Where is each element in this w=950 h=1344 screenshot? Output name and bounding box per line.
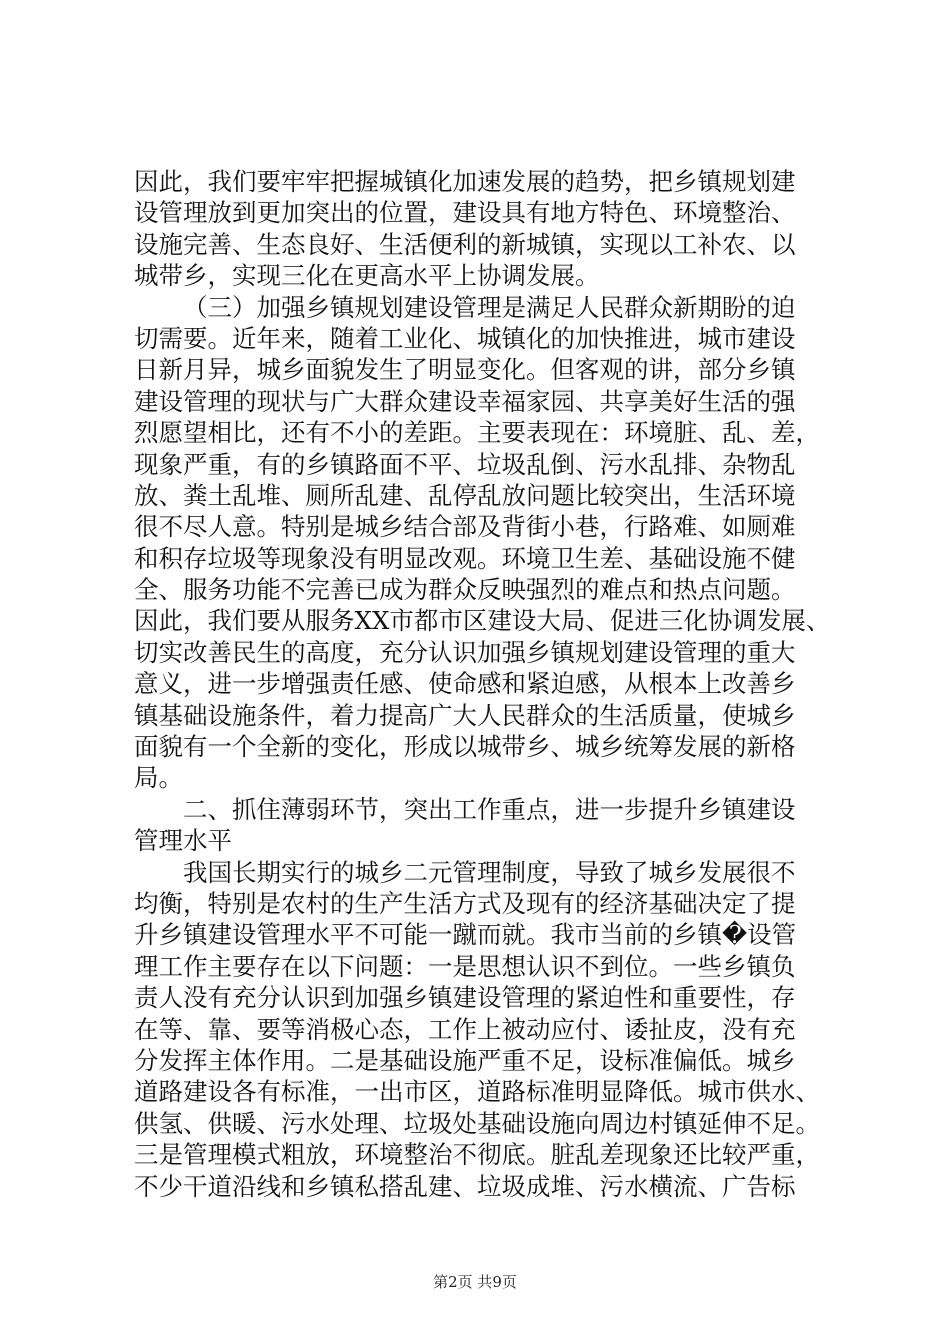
text-line: 日新月异，城乡面貌发生了明显变化。但客观的讲，部分乡镇	[134, 355, 796, 385]
document-body	[134, 166, 834, 1202]
text-line: 建设管理的现状与广大群众建设幸福家园、共享美好生活的强	[134, 386, 796, 416]
text-line: 理工作主要存在以下问题：一是思想认识不到位。一些乡镇负	[134, 951, 796, 981]
text-line: 设管理放到更加突出的位置，建设具有地方特色、环境整治、	[134, 198, 796, 228]
text-line: 现象严重，有的乡镇路面不平、垃圾乱倒、污水乱排、杂物乱	[134, 449, 796, 479]
text-line: 很不尽人意。特别是城乡结合部及背街小巷，行路难、如厕难	[134, 512, 796, 542]
text-line: 升乡镇建设管理水平不可能一蹴而就。我市当前的乡镇�设管	[134, 920, 797, 950]
text-line: 全、服务功能不完善已成为群众反映强烈的难点和热点问题。	[134, 575, 796, 605]
text-line: 因此，我们要从服务XX市都市区建设大局、促进三化协调发展、	[134, 606, 831, 636]
text-line: 道路建设各有标准，一出市区，道路标准明显降低。城市供水、	[134, 1077, 820, 1107]
text-line: 烈愿望相比，还有不小的差距。主要表现在：环境脏、乱、差，	[134, 418, 820, 448]
text-line: 分发挥主体作用。二是基础设施严重不足，设标准偏低。城乡	[134, 1045, 796, 1075]
text-line: （三）加强乡镇规划建设管理是满足人民群众新期盼的迫	[183, 292, 796, 322]
text-line: 管理水平	[134, 826, 232, 856]
text-line: 均衡，特别是农村的生产生活方式及现有的经济基础决定了提	[134, 888, 796, 918]
text-line: 责人没有充分认识到加强乡镇建设管理的紧迫性和重要性，存	[134, 983, 796, 1013]
text-line: 不少干道沿线和乡镇私搭乱建、垃圾成堆、污水横流、广告标	[134, 1171, 796, 1201]
text-line: 局。	[134, 763, 183, 793]
text-line: 二、抓住薄弱环节，突出工作重点，进一步提升乡镇建设	[183, 794, 796, 824]
text-line: 放、粪土乱堆、厕所乱建、乱停乱放问题比较突出，生活环境	[134, 480, 796, 510]
text-line: 城带乡，实现三化在更高水平上协调发展。	[134, 261, 600, 291]
page-footer: 第2页 共9页	[433, 1273, 517, 1291]
text-line: 切需要。近年来，随着工业化、城镇化的加快推进，城市建设	[134, 323, 796, 353]
text-line: 供氢、供暖、污水处理、垃圾处基础设施向周边村镇延伸不足。	[134, 1108, 820, 1138]
text-line: 我国长期实行的城乡二元管理制度，导致了城乡发展很不	[183, 857, 796, 887]
text-line: 面貌有一个全新的变化，形成以城带乡、城乡统筹发展的新格	[134, 732, 796, 762]
text-line: 镇基础设施条件，着力提高广大人民群众的生活质量，使城乡	[134, 700, 796, 730]
text-line: 切实改善民生的高度，充分认识加强乡镇规划建设管理的重大	[134, 637, 796, 667]
text-line: 设施完善、生态良好、生活便利的新城镇，实现以工补农、以	[134, 229, 796, 259]
text-line: 意义，进一步增强责任感、使命感和紧迫感，从根本上改善乡	[134, 669, 796, 699]
text-line: 和积存垃圾等现象没有明显改观。环境卫生差、基础设施不健	[134, 543, 796, 573]
text-line: 三是管理模式粗放，环境整治不彻底。脏乱差现象还比较严重，	[134, 1140, 820, 1170]
text-line: 在等、靠、要等消极心态，工作上被动应付、诿扯皮，没有充	[134, 1014, 796, 1044]
text-line: 因此，我们要牢牢把握城镇化加速发展的趋势，把乡镇规划建	[134, 167, 796, 196]
